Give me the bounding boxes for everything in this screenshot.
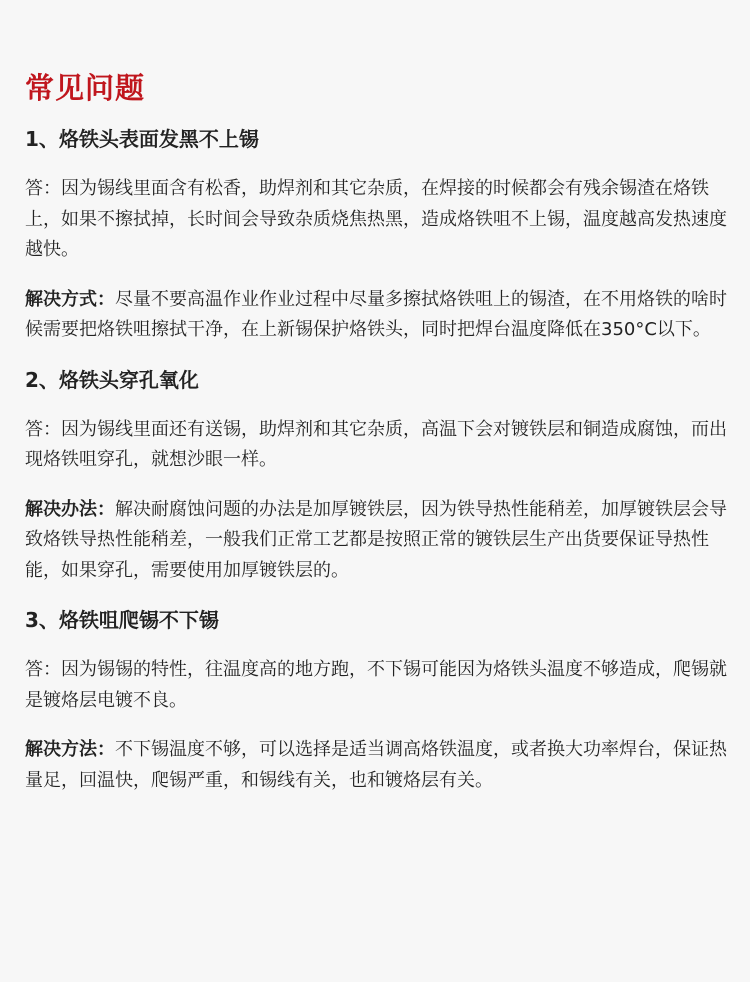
faq-section-2: [25, 365, 728, 587]
answer-paragraph: [25, 174, 728, 266]
answer-paragraph: [25, 655, 728, 716]
solution-text: 解决耐腐蚀问题的办法是加厚镀铁层，因为铁导热性能稍差，加厚镀铁层会导致烙铁导热性能稍差，一般我们正常工艺都是按照正常的镀铁层生产出货要保证导热性能，如果穿孔，需要使用加厚镀铁层的。: [25, 498, 727, 581]
solution-text: 尽量不要高温作业作业过程中尽量多擦拭烙铁咀上的锡渣，在不用烙铁的啥时候需要把烙铁咀擦拭干净，在上新锡保护烙铁头，同时把焊台温度降低在350°C以下。: [25, 288, 727, 340]
answer-label: 答：: [25, 418, 61, 440]
answer-label: 答：: [25, 178, 61, 199]
solution-paragraph: [25, 285, 728, 346]
question-heading: 1、烙铁头表面发黑不上锡: [25, 127, 259, 151]
answer-paragraph: [25, 415, 728, 476]
answer-text: 因为锡线里面含有松香，助焊剂和其它杂质，在焊接的时候都会有残余锡渣在烙铁上，如果不擦拭掉，长时间会导致杂质烧焦热黑，造成烙铁咀不上锡，温度越高发热速度越快。: [25, 178, 727, 260]
faq-section-1: [25, 124, 728, 346]
solution-label: 解决方法：: [25, 739, 115, 760]
answer-text: 因为锡线里面还有送锡，助焊剂和其它杂质，高温下会对镀铁层和铜造成腐蚀，而出现烙铁咀穿孔，就想沙眼一样。: [25, 418, 727, 470]
solution-label: 解决办法：: [25, 498, 115, 520]
faq-section-3: [25, 605, 728, 796]
solution-label: 解决方式：: [25, 288, 115, 310]
answer-label: 答：: [25, 659, 61, 680]
solution-text: 不下锡温度不够，可以选择是适当调高烙铁温度，或者换大功率焊台，保证热量足，回温快，爬锡严重，和锡线有关，也和镀烙层有关。: [25, 739, 727, 791]
question-heading: 2、烙铁头穿孔氧化: [25, 367, 199, 392]
question-heading: 3、烙铁咀爬锡不下锡: [25, 608, 219, 632]
solution-paragraph: [25, 495, 728, 587]
solution-paragraph: [25, 735, 728, 796]
answer-text: 因为锡锡的特性，往温度高的地方跑，不下锡可能因为烙铁头温度不够造成，爬锡就是镀烙层电镀不良。: [25, 659, 727, 711]
page-title: 常见问题: [25, 71, 146, 105]
